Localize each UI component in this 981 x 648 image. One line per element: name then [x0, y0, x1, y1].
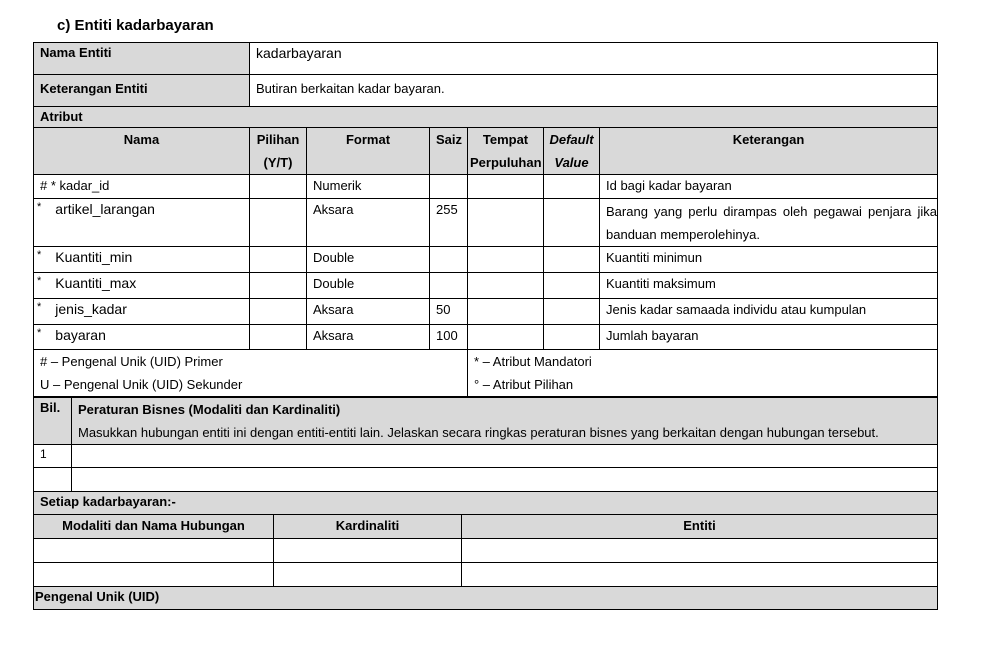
table-row [34, 175, 938, 199]
col-default-value: Default Value [544, 128, 600, 175]
entity-name-value: kadarbayaran [250, 43, 938, 75]
col-nama: Nama [34, 128, 250, 175]
legend-uid [34, 350, 468, 397]
relations-table [33, 491, 938, 610]
attribute-prefix: * [37, 327, 42, 339]
attribute-format: Numerik [307, 175, 430, 199]
entity-desc-value: Butiran berkaitan kadar bayaran. [250, 75, 938, 107]
table-row [34, 539, 938, 563]
attribute-desc: Kuantiti maksimum [600, 273, 938, 299]
attribute-prefix: * [37, 249, 42, 261]
legend-attribute-type [468, 350, 938, 397]
col-tempat-perpuluhan: Tempat Perpuluhan [468, 128, 544, 175]
attribute-saiz [430, 247, 468, 273]
attribute-saiz: 50 [430, 299, 468, 325]
attribute-format: Aksara [307, 199, 430, 247]
attribute-saiz: 255 [430, 199, 468, 247]
attribute-prefix: * [37, 301, 42, 313]
table-row [34, 199, 938, 247]
attribute-desc: Jenis kadar samaada individu atau kumpulan [600, 299, 938, 325]
attribute-prefix: * [37, 275, 42, 287]
attribute-section-label: Atribut [34, 107, 938, 128]
rule-text-cell [72, 445, 938, 468]
attribute-name: bayaran [55, 327, 106, 343]
legend-optional: ° – Atribut Pilihan [474, 377, 574, 392]
rules-instruction: Masukkan hubungan entiti ini dengan entiti-entiti lain. Jelaskan secara ringkas peraturan bisnes yang berkaitan dengan hubungan tersebut. [78, 425, 879, 440]
rules-title: Peraturan Bisnes (Modaliti dan Kardinaliti) [78, 402, 341, 417]
col-kardinaliti: Kardinaliti [274, 515, 462, 539]
attribute-name: Kuantiti_min [55, 249, 133, 265]
legend-primary: # – Pengenal Unik (UID) Primer [40, 354, 223, 369]
rule-number: 1 [34, 445, 72, 468]
attribute-name: Kuantiti_max [55, 275, 137, 291]
col-modaliti: Modaliti dan Nama Hubungan [34, 515, 274, 539]
attribute-name: jenis_kadar [55, 301, 127, 317]
attribute-saiz [430, 273, 468, 299]
col-saiz: Saiz [430, 128, 468, 175]
section-title: c) Entiti kadarbayaran [57, 17, 214, 34]
attribute-prefix: * [37, 201, 42, 213]
attribute-desc: Kuantiti minimun [600, 247, 938, 273]
entity-desc-label: Keterangan Entiti [34, 75, 250, 107]
rule-number-empty [34, 468, 72, 492]
legend-secondary: U – Pengenal Unik (UID) Sekunder [40, 377, 243, 392]
attribute-saiz [430, 175, 468, 199]
bil-label: Bil. [34, 398, 72, 445]
attribute-prefix: # * [40, 178, 56, 193]
attribute-format: Aksara [307, 325, 430, 350]
col-keterangan: Keterangan [600, 128, 938, 175]
setiap-label: Setiap kadarbayaran:- [34, 492, 938, 515]
attribute-desc: Barang yang perlu dirampas oleh pegawai penjara jika banduan memperolehinya. [600, 199, 938, 247]
entity-name-label: Nama Entiti [34, 43, 250, 75]
attribute-format: Double [307, 247, 430, 273]
rule-text-empty [72, 468, 938, 492]
attribute-format: Aksara [307, 299, 430, 325]
table-row [34, 325, 938, 350]
table-row [34, 299, 938, 325]
entity-table [33, 42, 938, 107]
attribute-desc: Jumlah bayaran [600, 325, 938, 350]
table-row [34, 247, 938, 273]
col-format: Format [307, 128, 430, 175]
col-pilihan: Pilihan (Y/T) [250, 128, 307, 175]
attribute-format: Double [307, 273, 430, 299]
attribute-name: artikel_larangan [55, 201, 155, 217]
uid-label: Pengenal Unik (UID) [34, 587, 938, 610]
rules-header [72, 398, 938, 445]
attribute-name: kadar_id [59, 178, 110, 193]
legend-mandatory: * – Atribut Mandatori [474, 354, 592, 369]
table-row [34, 273, 938, 299]
attribute-desc: Id bagi kadar bayaran [600, 175, 938, 199]
col-entiti: Entiti [462, 515, 938, 539]
legend-row [34, 350, 938, 397]
attribute-saiz: 100 [430, 325, 468, 350]
business-rules-table [33, 397, 938, 492]
table-row [34, 563, 938, 587]
attribute-table [33, 106, 938, 397]
